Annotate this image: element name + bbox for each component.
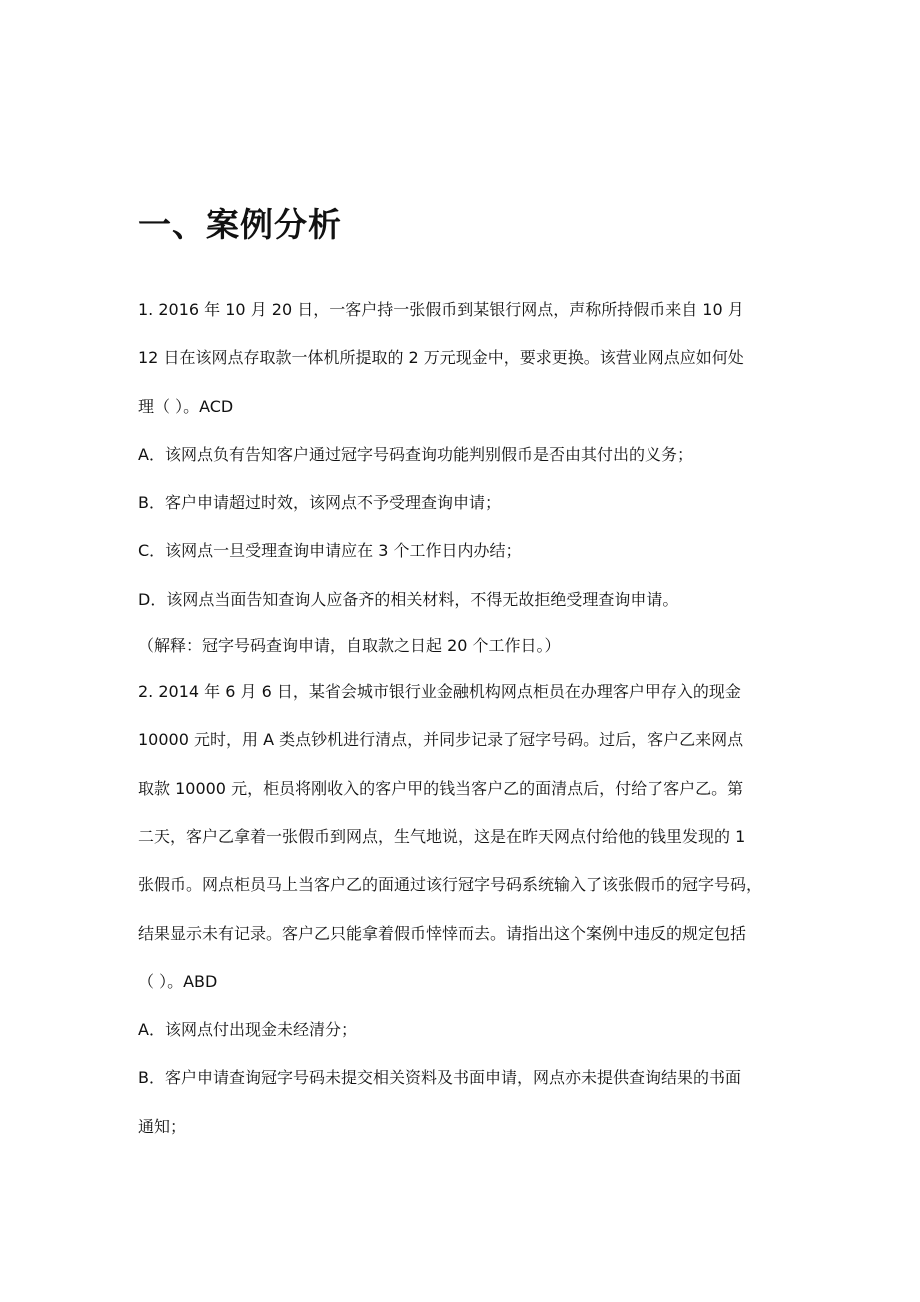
question-2-line: （ ）。ABD [138, 971, 218, 991]
question-1-option-a: A．该网点负有告知客户通过冠字号码查询功能判别假币是否由其付出的义务； [138, 444, 693, 464]
question-2-line: 取款 10000 元，柜员将刚收入的客户甲的钱当客户乙的面清点后，付给了客户乙。第 [138, 778, 744, 798]
question-2-line: 二天，客户乙拿着一张假币到网点，生气地说，这是在昨天网点付给他的钱里发现的 1 [138, 826, 746, 846]
question-2-line: 张假币。网点柜员马上当客户乙的面通过该行冠字号码系统输入了该张假币的冠字号码， [138, 875, 763, 895]
question-1-explanation: （解释：冠字号码查询申请，自取款之日起 20 个工作日。） [138, 636, 561, 656]
case-content [138, 286, 786, 1151]
question-1-line: 1. 2016 年 10 月 20 日，一客户持一张假币到某银行网点，声称所持假币来自 10 月 [138, 300, 744, 319]
question-1-line: 12 日在该网点存取款一体机所提取的 2 万元现金中，要求更换。该营业网点应如何处 [138, 348, 744, 368]
question-1-option-c: C．该网点一旦受理查询申请应在 3 个工作日内办结； [138, 541, 522, 561]
question-2 [138, 668, 786, 1151]
question-2-option-b: B．客户申请查询冠字号码未提交相关资料及书面申请，网点亦未提供查询结果的书面 [138, 1068, 741, 1088]
section-heading: 一、案例分析 [138, 205, 342, 244]
question-2-line: 2. 2014 年 6 月 6 日，某省会城市银行业金融机构网点柜员在办理客户甲存入的现金 [138, 682, 741, 702]
question-2-line: 10000 元时，用 A 类点钞机进行清点，并同步记录了冠字号码。过后，客户乙来网点 [138, 730, 744, 750]
question-2-option-a: A．该网点付出现金未经清分； [138, 1020, 357, 1040]
question-2-option-b-continued: 通知； [138, 1116, 187, 1136]
question-1-option-b: B．客户申请超过时效，该网点不予受理查询申请； [138, 493, 501, 513]
question-1-option-d: D．该网点当面告知查询人应备齐的相关材料，不得无故拒绝受理查询申请。 [138, 589, 679, 609]
question-2-line: 结果显示未有记录。客户乙只能拿着假币悻悻而去。请指出这个案例中违反的规定包括 [138, 923, 747, 943]
question-1 [138, 286, 786, 668]
question-1-line: 理（ ）。ACD [138, 396, 234, 416]
